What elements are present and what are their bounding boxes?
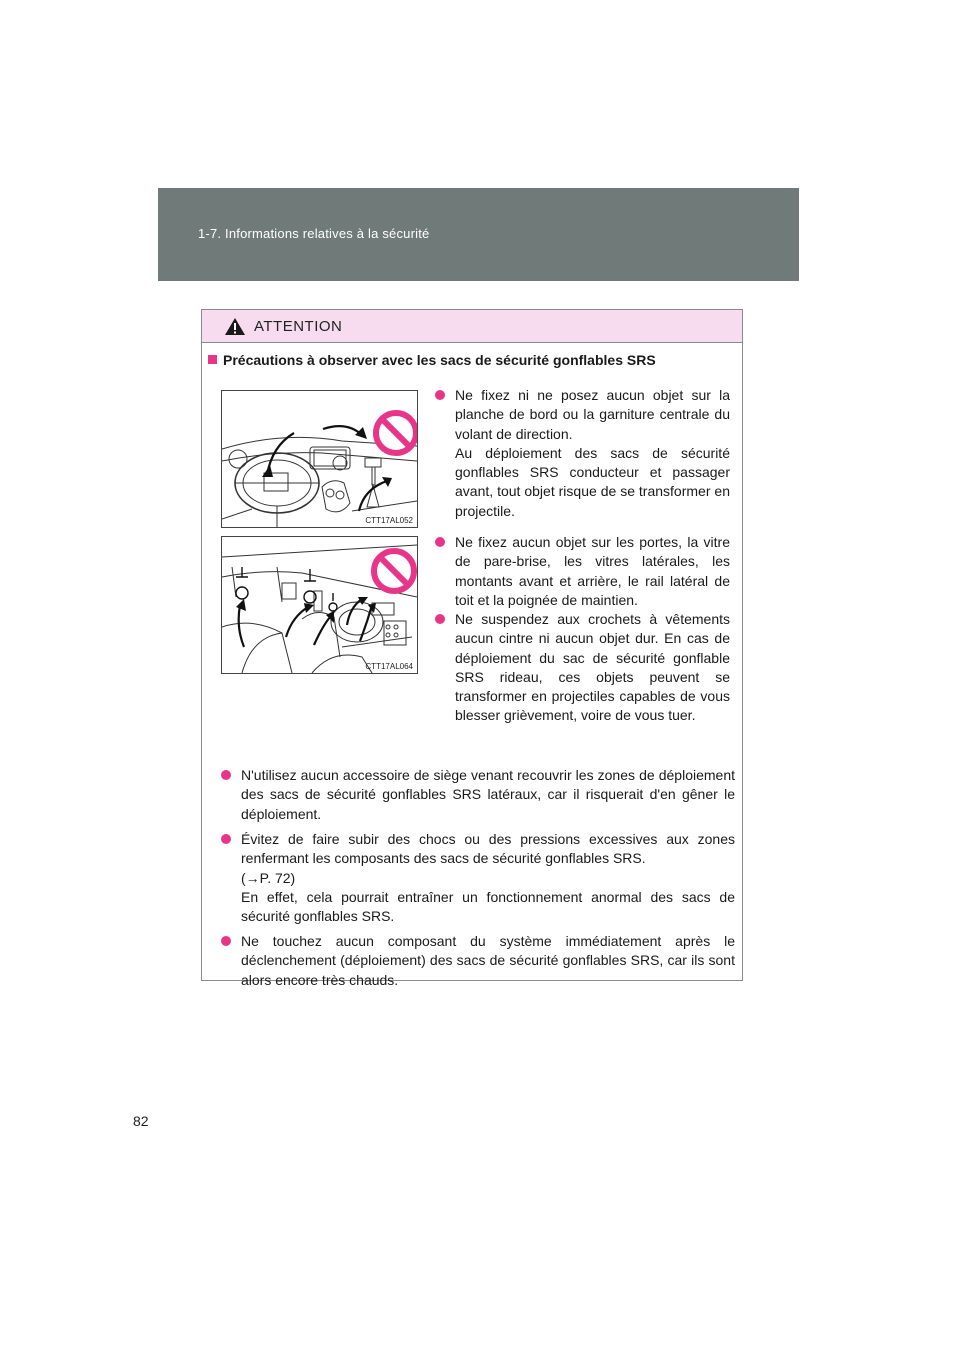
bullet-item <box>435 610 730 726</box>
bullet-text: Ne suspendez aux crochets à vêtements aucun cintre ni aucun objet dur. En cas de déploiement du sac de sécurité gonflable SRS rideau, ces objets peuvent se transformer en projectiles capables de vous blesser grièvement, voire de vous tuer. <box>455 611 730 724</box>
prohibition-icon <box>374 551 414 591</box>
bullet-text: Ne fixez aucun objet sur les portes, la vitre de pare-brise, les vitres latérales, les montants avant et arrière, le rail latéral de toit et la poignée de maintien. <box>455 534 730 608</box>
warning-triangle-icon <box>224 317 246 336</box>
attention-label: ATTENTION <box>254 318 343 335</box>
bullet-dot-icon <box>435 537 445 547</box>
square-bullet-icon <box>208 355 217 364</box>
page-number: 82 <box>133 1113 149 1129</box>
section-title: 1-7. Informations relatives à la sécurité <box>198 226 430 241</box>
figure-dashboard <box>221 390 418 528</box>
bullet-text: Ne fixez ni ne posez aucun objet sur la planche de bord ou la garniture centrale du volant de direction. <box>455 387 730 442</box>
page-reference: (→P. 72) <box>241 869 296 886</box>
bullet-dot-icon <box>435 614 445 624</box>
figure-code: CTT17AL052 <box>365 516 413 525</box>
bullet-text: N'utilisez aucun accessoire de siège venant recouvrir les zones de déploiement des sacs de sécurité gonflables SRS latéraux, car il risquerait d'en gêner le déploiement. <box>241 767 735 822</box>
bullet-item <box>221 932 735 990</box>
bullet-dot-icon <box>435 390 445 400</box>
attention-box <box>201 309 743 988</box>
bullet-dot-icon <box>221 936 231 946</box>
bullet-text: En effet, cela pourrait entraîner un fonctionnement anormal des sacs de sécurité gonflables SRS. <box>241 888 735 925</box>
bullet-text: Ne touchez aucun composant du système immédiatement après le déclenchement (déploiement) des sacs de sécurité gonflables SRS, car ils sont alors encore très chauds. <box>241 933 735 988</box>
bullet-item <box>435 533 730 610</box>
dashboard-illustration <box>222 391 417 527</box>
figure-interior <box>221 536 418 674</box>
section-heading-text: Précautions à observer avec les sacs de sécurité gonflables SRS <box>223 352 656 368</box>
bullet-dot-icon <box>221 770 231 780</box>
figure-code: CTT17AL064 <box>365 662 413 671</box>
bullet-item <box>221 830 735 926</box>
prohibition-icon <box>376 413 416 453</box>
interior-illustration <box>222 537 417 673</box>
bullet-text: Évitez de faire subir des chocs ou des pressions excessives aux zones renfermant les composants des sacs de sécurité gonflables SRS. <box>241 831 735 867</box>
bullet-item <box>221 766 735 824</box>
bullet-item <box>435 386 730 521</box>
bullet-dot-icon <box>221 834 231 844</box>
header-band <box>158 188 799 281</box>
section-heading <box>208 352 656 368</box>
bullet-text: Au déploiement des sacs de sécurité gonflables SRS conducteur et passager avant, tout objet risque de se transformer en projectile. <box>455 444 730 519</box>
attention-header <box>202 310 742 343</box>
